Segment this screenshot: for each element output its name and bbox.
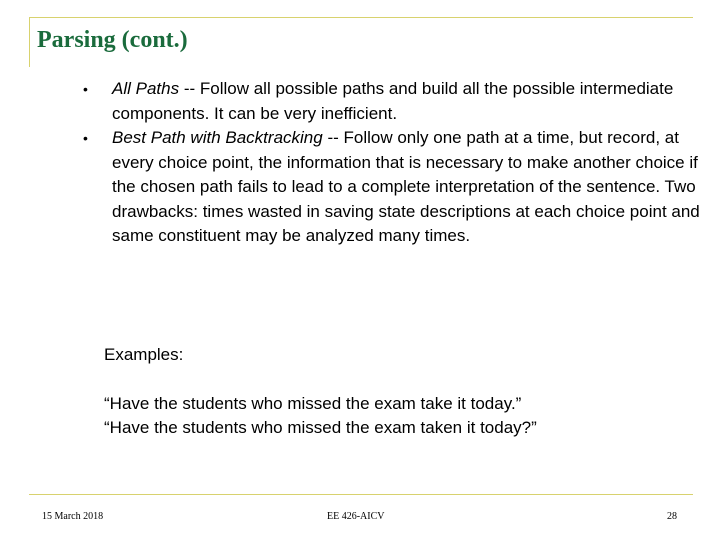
bullet-marker: • — [83, 130, 88, 146]
bullet-list — [83, 77, 703, 249]
bullet-term: All Paths — [112, 79, 180, 98]
bullet-marker: • — [83, 81, 88, 97]
bullet-text: -- Follow all possible paths and build all the possible intermediate components. It can be very inefficient. — [112, 79, 674, 123]
bullet-all-paths — [83, 77, 703, 126]
examples-label: Examples: — [104, 345, 184, 364]
footer-course: EE 426-AICV — [327, 511, 385, 522]
example-sentence-2: “Have the students who missed the exam taken it today?” — [104, 418, 537, 437]
title-frame-top — [29, 17, 693, 18]
footer-page-number: 28 — [667, 511, 677, 522]
title-frame-left — [29, 17, 30, 67]
bullet-text: -- Follow only one path at a time, but record, at every choice point, the information that is necessary to make another choice if the chosen path fails to lead to a complete interpretation of the sentence. Two drawbacks: times wasted in saving state descriptions at each choice point and same constituent may be analyzed many times. — [112, 128, 700, 245]
footer-rule — [29, 494, 693, 495]
footer-date: 15 March 2018 — [42, 511, 104, 522]
slide-title: Parsing (cont.) — [37, 27, 188, 53]
bullet-term: Best Path with Backtracking — [112, 128, 323, 147]
example-sentence-1: “Have the students who missed the exam take it today.” — [104, 393, 522, 413]
bullet-best-path — [83, 126, 703, 249]
examples-block — [104, 343, 704, 441]
